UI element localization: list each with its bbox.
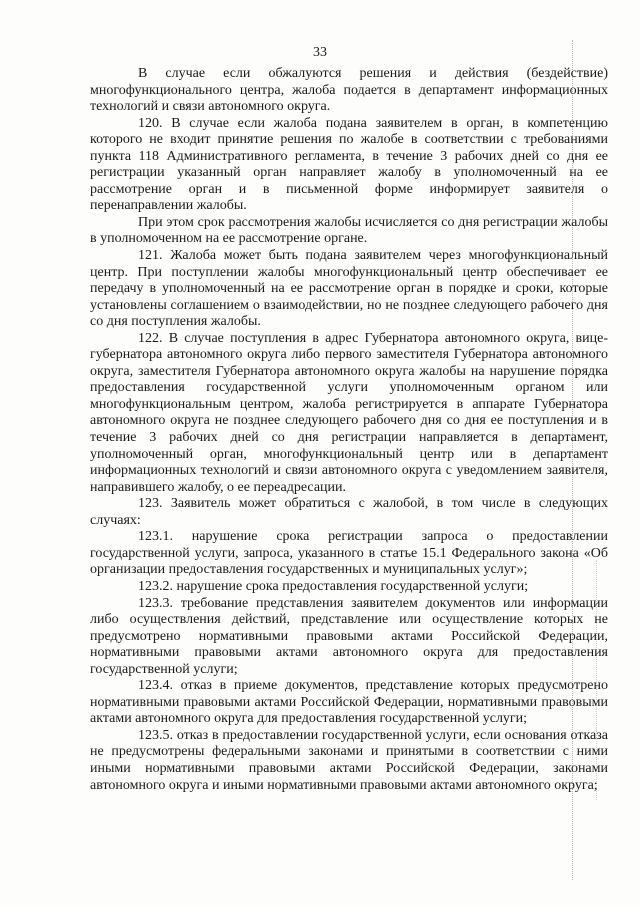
paragraph-123-1: 123.1. нарушение срока регистрации запроса о предоставлении государственной услуги, запроса, указанного в статье 15.1 Федерального закона «Об организации предоставления государственных и муниципальных услуг»;: [90, 529, 608, 578]
paragraph-123: 123. Заявитель может обратиться с жалобой, в том числе в следующих случаях:: [90, 496, 608, 528]
paragraph-122: 122. В случае поступления в адрес Губернатора автономного округа, вице-губернатора автономного округа либо первого заместителя Губернатора автономного округа, заместителя Губернатора автономного округа жалобы на нарушение порядка предоставления государственной услуги уполномоченным органом или многофункциональным центром, жалоба регистрируется в аппарате Губернатора автономного округа не позднее следующего рабочего дня со дня ее поступления и в течение 3 рабочих дней со дня регистрации направляется в департамент, уполномоченный орган, многофункциональный центр или в департамент информационных технологий и связи автономного округа с уведомлением заявителя, направившего жалобу, о ее переадресации.: [90, 330, 608, 495]
paragraph-123-5: 123.5. отказ в предоставлении государственной услуги, если основания отказа не предусмотрены федеральными законами и принятыми в соответствии с ними иными нормативными правовыми актами Российской Федерации, законами автономного округа и иными нормативными правовыми актами автономного округа;: [90, 727, 608, 793]
paragraph-123-4: 123.4. отказ в приеме документов, представление которых предусмотрено нормативными правовыми актами Российской Федерации, нормативными правовыми актами автономного округа для предоставления государственной услуги;: [90, 678, 608, 727]
document-body: [90, 66, 608, 794]
paragraph-120-term: При этом срок рассмотрения жалобы исчисляется со дня регистрации жалобы в уполномоченном на ее рассмотрение органе.: [90, 214, 608, 247]
page-number: 33: [313, 45, 327, 60]
paragraph-123-2: 123.2. нарушение срока предоставления государственной услуги;: [138, 578, 529, 594]
paragraph-mfc-complaint: В случае если обжалуются решения и действия (бездействие) многофункционального центра, жалоба подается в департамент информационных технологий и связи автономного округа.: [90, 66, 608, 115]
paragraph-123-3: 123.3. требование представления заявителем документов или информации либо осуществления действий, представление или осуществление которых не предусмотрено нормативными правовыми актами Российской Федерации, нормативными правовыми актами автономного округа для предоставления государственной услуги;: [90, 595, 608, 677]
paragraph-120: 120. В случае если жалоба подана заявителем в орган, в компетенцию которого не входит принятие решения по жалобе в соответствии с требованиями пункта 118 Административного регламента, в течение 3 рабочих дней со дня ее регистрации указанный орган направляет жалобу в уполномоченный на ее рассмотрение орган и в письменной форме информирует заявителя о перенаправлении жалобы.: [90, 115, 608, 214]
paragraph-121: 121. Жалоба может быть подана заявителем через многофункциональный центр. При поступлении жалобы многофункциональный центр обеспечивает ее передачу в уполномоченный на ее рассмотрение орган в порядке и сроки, которые установлены соглашением о взаимодействии, но не позднее следующего рабочего дня со дня поступления жалобы.: [90, 248, 608, 330]
